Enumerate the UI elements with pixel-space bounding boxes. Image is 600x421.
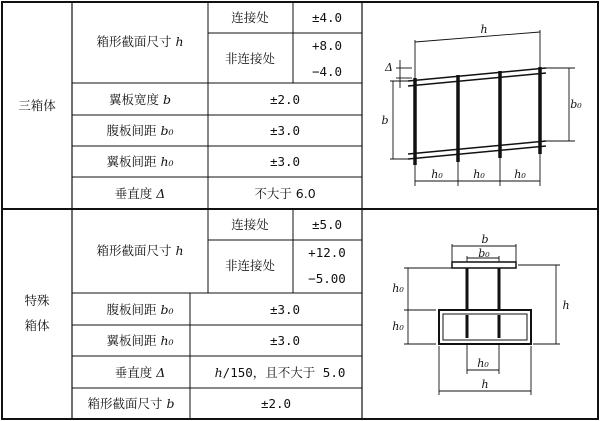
dim-h0: h₀ xyxy=(431,168,443,181)
row-label: 翼板间距 h₀ xyxy=(106,154,174,169)
group-name: 箱体 xyxy=(24,318,50,333)
row-label: 垂直度 Δ xyxy=(114,186,166,201)
sub-label: 非连接处 xyxy=(224,51,276,66)
row-label: 箱形截面尺寸 h xyxy=(96,34,184,49)
tolerance-value: ±3.0 xyxy=(269,154,301,169)
sub-label: 非连接处 xyxy=(224,258,276,273)
tolerance-value: −4.0 xyxy=(311,64,343,79)
sub-label: 连接处 xyxy=(231,217,269,232)
tolerance-value: −5.00 xyxy=(308,271,346,286)
dim-b: b xyxy=(481,233,489,246)
dim-h0-bottom: h₀ xyxy=(477,357,489,370)
dim-h: h xyxy=(480,23,488,36)
dim-delta: Δ xyxy=(385,61,393,74)
row-label: 翼板间距 h₀ xyxy=(106,333,174,348)
diagram-three-box xyxy=(381,23,582,186)
tolerance-value: ±4.0 xyxy=(311,10,343,25)
row-label: 翼板宽度 b xyxy=(108,92,172,107)
dim-h0-lower: h₀ xyxy=(392,320,404,333)
dim-h-right: h xyxy=(562,299,570,312)
group-name: 特殊 xyxy=(24,293,50,308)
tolerance-value: 不大于 6.0 xyxy=(254,186,316,201)
tolerance-value: ±3.0 xyxy=(269,123,301,138)
group-name: 三箱体 xyxy=(18,98,56,113)
tolerance-value: ±3.0 xyxy=(269,333,301,348)
dim-h-bottom: h xyxy=(481,378,489,391)
tolerance-value: +8.0 xyxy=(311,38,343,53)
tolerance-value: +12.0 xyxy=(308,245,346,260)
tolerance-value: ±5.0 xyxy=(311,217,343,232)
row-label: 腹板间距 b₀ xyxy=(106,123,174,138)
tolerance-value: ±2.0 xyxy=(260,396,292,411)
dim-h0: h₀ xyxy=(514,168,526,181)
dim-b0: b₀ xyxy=(570,98,582,111)
dim-h0-upper: h₀ xyxy=(392,282,404,295)
row-label: 垂直度 Δ xyxy=(114,365,166,380)
dim-b0: b₀ xyxy=(478,247,490,260)
tolerance-value: ±2.0 xyxy=(269,92,301,107)
tolerance-value: h/150，且不大于 5.0 xyxy=(214,365,346,380)
diagram-special-box xyxy=(392,233,569,395)
table-grid xyxy=(2,2,598,419)
tolerance-value: ±3.0 xyxy=(269,302,301,317)
sub-label: 连接处 xyxy=(231,10,269,25)
dim-b: b xyxy=(381,114,389,127)
group-special-box xyxy=(24,217,345,411)
dim-h0: h₀ xyxy=(473,168,485,181)
row-label: 箱形截面尺寸 h xyxy=(96,243,184,258)
row-label: 箱形截面尺寸 b xyxy=(87,396,175,411)
row-label: 腹板间距 b₀ xyxy=(106,302,174,317)
